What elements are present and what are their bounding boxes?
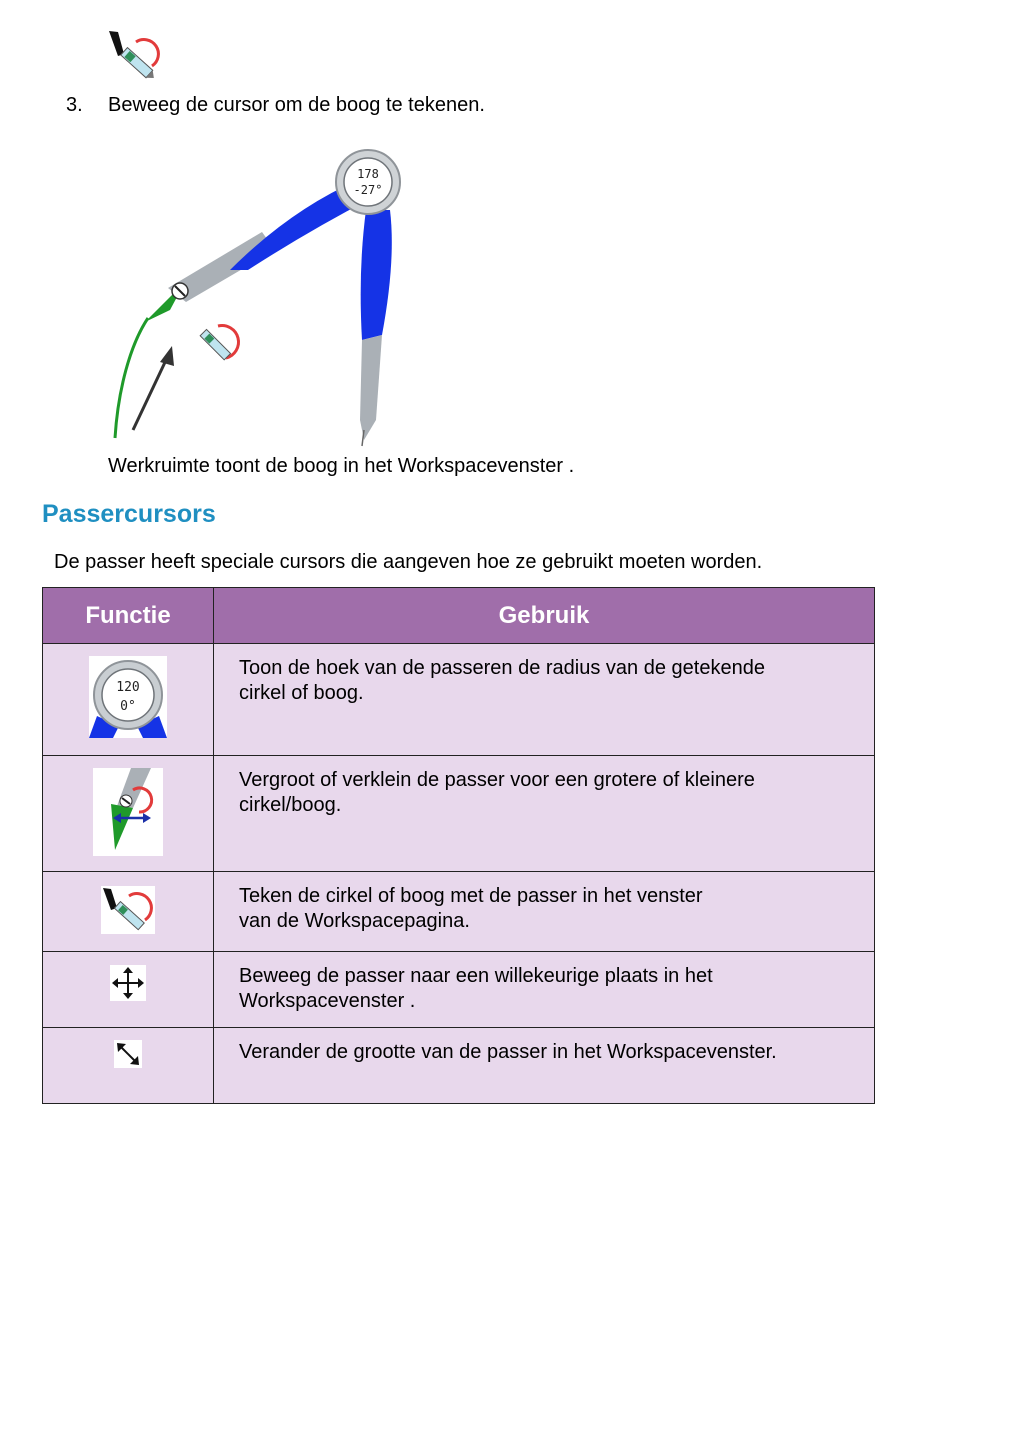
description-line: cirkel of boog. [239, 682, 364, 704]
compass-angle-readout-icon [89, 656, 167, 738]
description-line: Teken de cirkel of boog met de passer in het venster [239, 885, 703, 907]
icon-cell [43, 644, 214, 756]
table-row [43, 952, 875, 1028]
description-line: Workspacevenster . [239, 990, 416, 1012]
hinge-readout-line2: -27° [353, 183, 383, 197]
diagonal-resize-icon [114, 1040, 142, 1068]
icon-cell [43, 1028, 214, 1104]
drawn-arc [115, 318, 148, 438]
table-row [43, 644, 875, 756]
table-header-row [43, 588, 875, 644]
compass-pencil-cursor-icon [106, 28, 162, 82]
table-row [43, 756, 875, 872]
description-line: Beweeg de passer naar een willekeurige plaats in het [239, 965, 713, 987]
description-line: Vergroot of verklein de passer voor een grotere of kleinere [239, 769, 755, 791]
description-line: van de Workspacepagina. [239, 910, 470, 932]
icon-cell [43, 952, 214, 1028]
compass-resize-leg-icon [93, 768, 163, 856]
header-functie: Functie [43, 588, 214, 644]
description-cell [214, 952, 875, 1028]
cursor-table [42, 587, 875, 1104]
section-intro: De passer heeft speciale cursors die aangeven hoe ze gebruikt moeten worden. [54, 551, 763, 573]
hinge-readout-line1: 178 [357, 167, 379, 181]
description-line: Toon de hoek van de passeren de radius van de getekende [239, 657, 765, 679]
description-cell [214, 872, 875, 952]
description-cell [214, 1028, 875, 1104]
pencil-cursor-icon [200, 326, 238, 360]
description-line: Verander de grootte van de passer in het Workspacevenster. [239, 1041, 777, 1063]
step-number: 3. [66, 94, 83, 116]
description-cell [214, 756, 875, 872]
icon-cell [43, 756, 214, 872]
compass-arc-illustration [100, 140, 420, 450]
table-row [43, 872, 875, 952]
description-line: cirkel/boog. [239, 794, 342, 816]
compass-draw-pencil-icon [101, 886, 155, 934]
header-gebruik: Gebruik [214, 588, 875, 644]
step-text: Beweeg de cursor om de boog te tekenen. [108, 94, 485, 116]
icon-readout-line2: 0° [120, 699, 136, 714]
icon-cell [43, 872, 214, 952]
illustration-caption: Werkruimte toont de boog in het Workspacevenster . [108, 455, 575, 477]
section-heading: Passercursors [42, 500, 216, 528]
table-row [43, 1028, 875, 1104]
move-arrows-icon [110, 965, 146, 1001]
description-cell [214, 644, 875, 756]
icon-readout-line1: 120 [116, 680, 140, 695]
